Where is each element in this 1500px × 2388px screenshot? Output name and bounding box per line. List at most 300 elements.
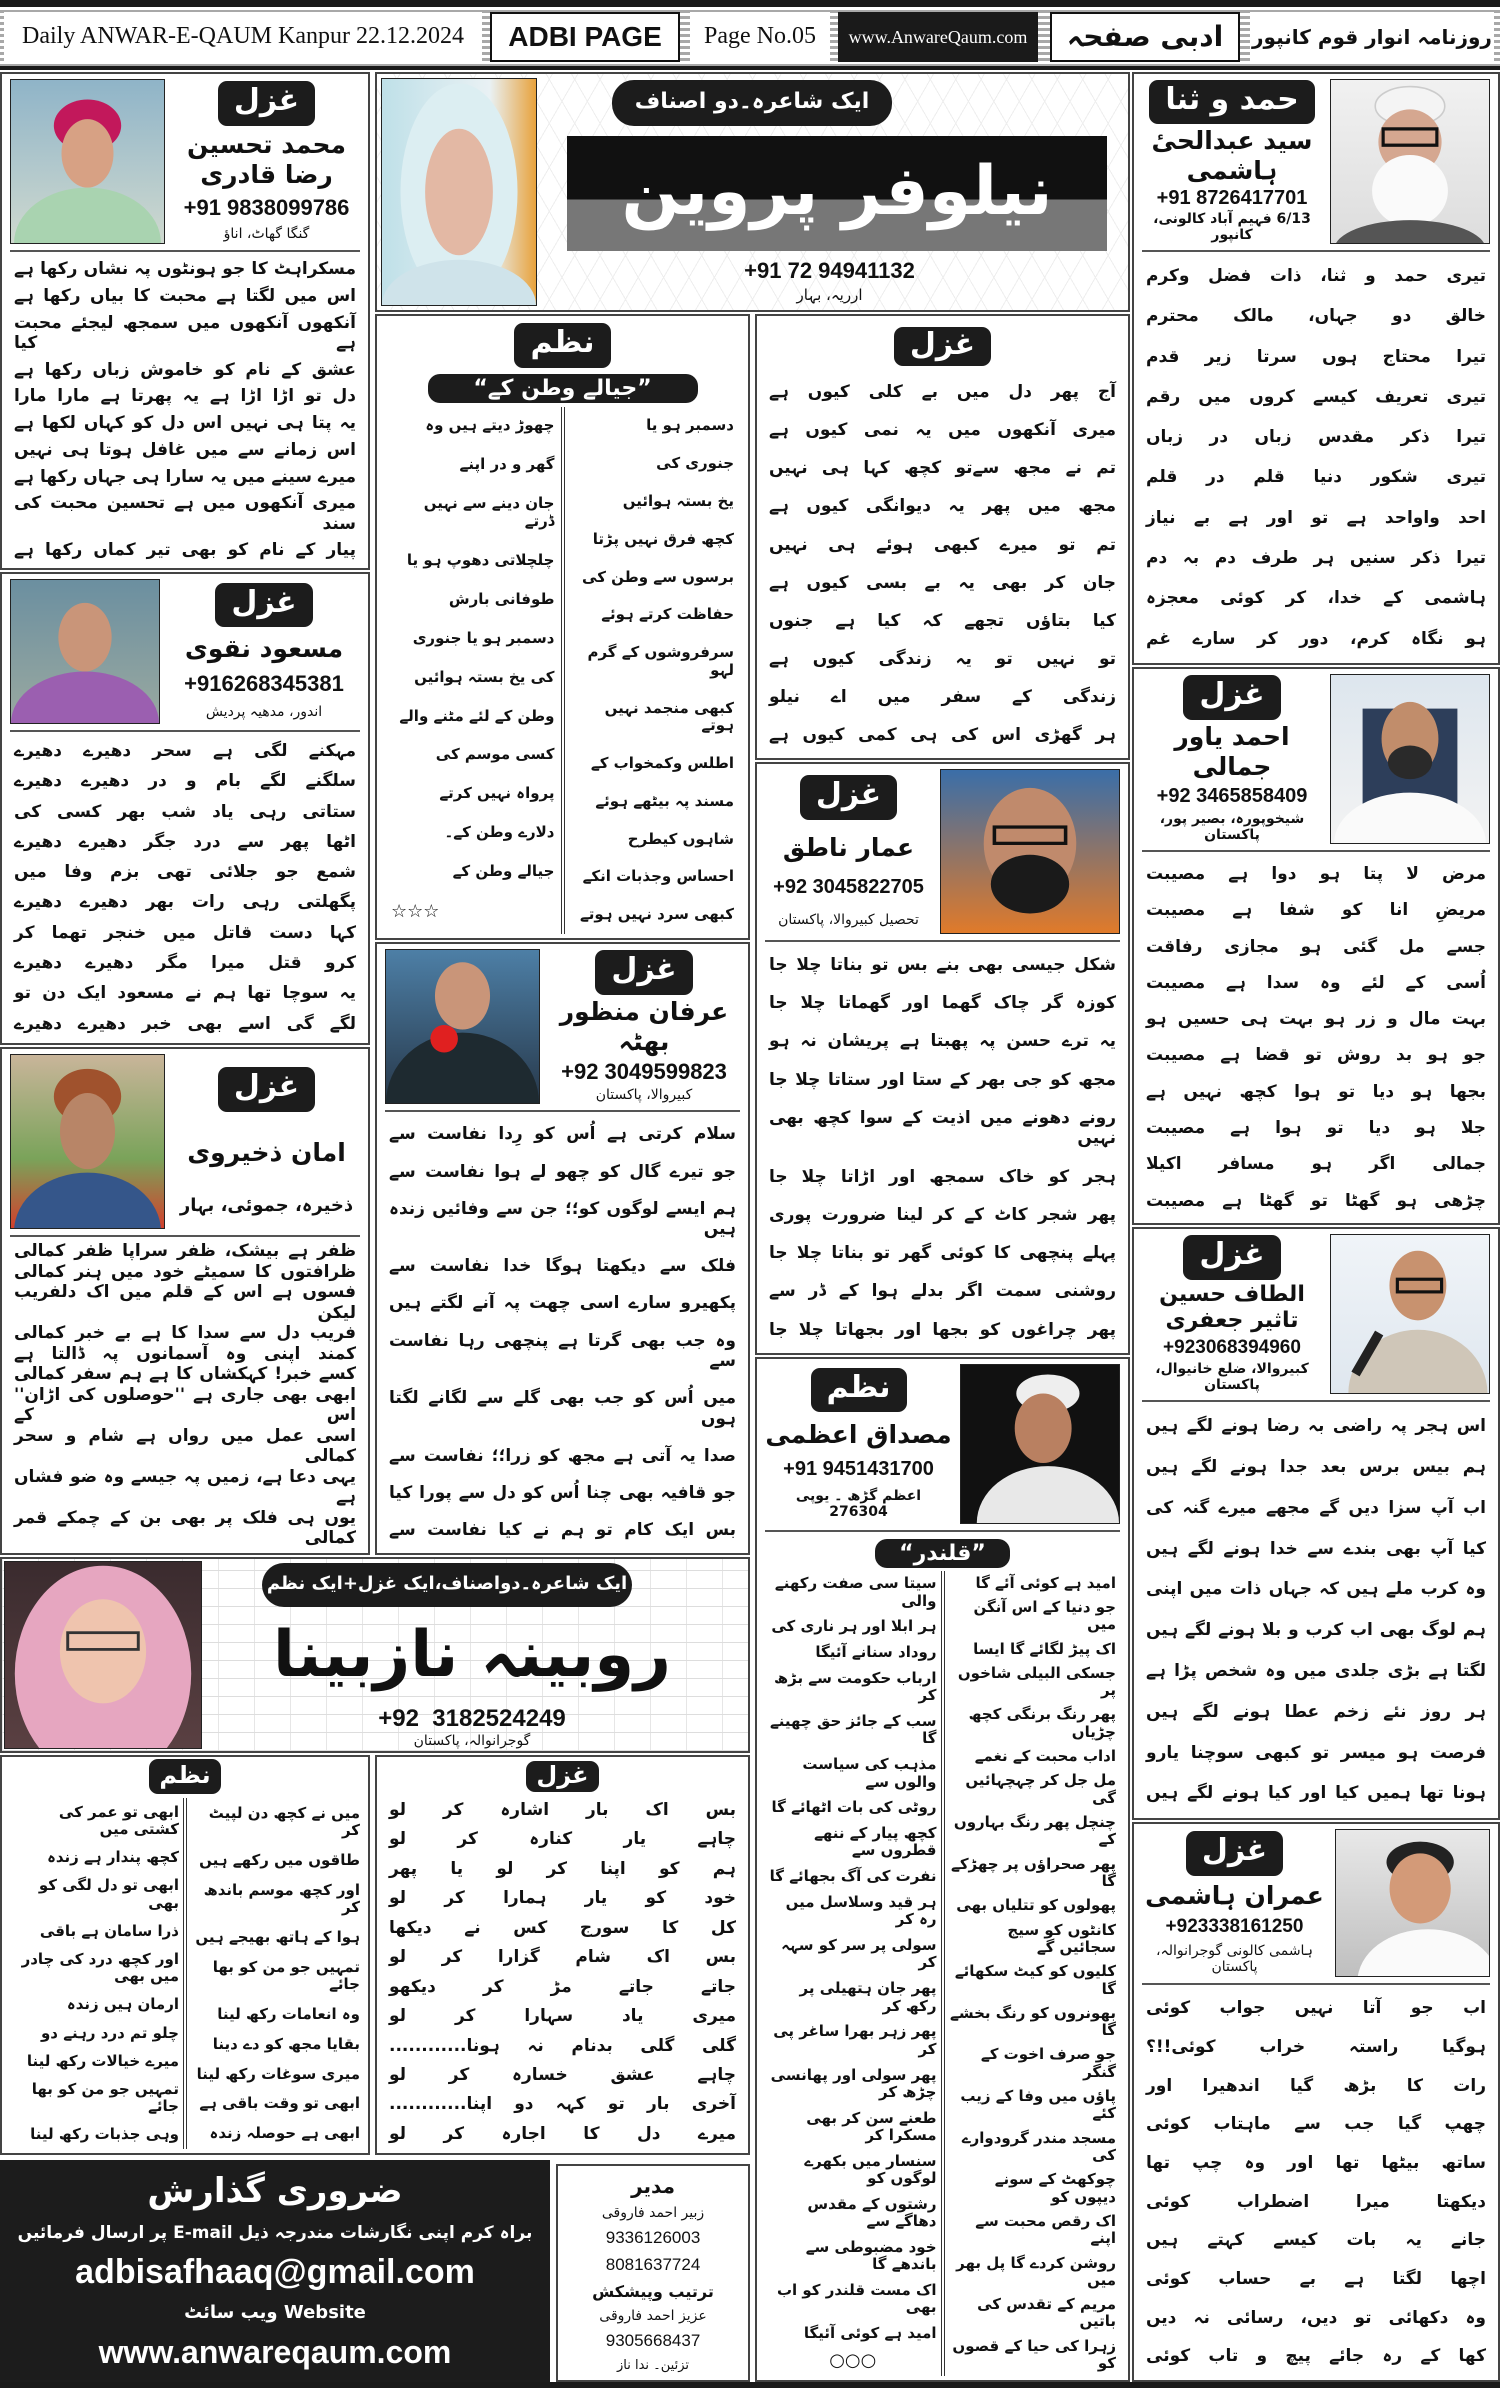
poem-line: احد واواحد ہے تو اور ہے بے نیاز (1146, 507, 1486, 528)
poem-line: ظرافتوں کا سمیٹے خود میں ہنر کمالی (14, 1261, 356, 1282)
poem-line: جو قافیہ بھی چنا اُس کو دل سے پورا کیا (389, 1482, 736, 1503)
poem-line: گھر و در اپنے (459, 455, 555, 474)
poem-line: خالق دو جہاں، مالک محترم (1146, 306, 1486, 327)
poem-line: سنسار میں بکھرے لوگوں کو (804, 2151, 937, 2187)
nazm-title: ”قلندر“ (875, 1539, 1010, 1568)
poet-place: گنگا گھاٹ، اناؤ (223, 225, 310, 242)
ghazal-badge: غزل (1183, 1235, 1280, 1280)
poem-line: کچھ پیار کے ننھے قطروں سے (814, 1824, 937, 1860)
poem-line: رونے دھونے میں اذیت کے سوا کچھ بھی نہیں (769, 1107, 1116, 1149)
poem-line: ذرا سامان ہے باقی (39, 1921, 179, 1940)
poem-line: فریب دل سے سدا کا ہے بے خبر کمالی (14, 1323, 356, 1344)
poem-line: مہکنے لگی ہے سحر دھیرے دھیرے (14, 740, 356, 761)
ghazal-ahmad (1132, 667, 1500, 1225)
poet-place: ہاشمی کالونی گوجرانوالہ، پاکستان (1155, 1942, 1314, 1975)
credits-box (556, 2164, 750, 2382)
poet-name: احمد یاور جمالی (1174, 722, 1290, 782)
poem-line: روداد سنانے آئیگا (815, 1643, 937, 1662)
nilofar-banner (375, 72, 1130, 312)
poem-line: تیری شکور دنیا قلم در قلم (1146, 467, 1486, 488)
poem-line: اس ہجر پہ راضی بہ رضا ہونے لگے ہیں (1146, 1416, 1486, 1437)
paper-name: روزنامہ انوار قوم کانپور (1252, 24, 1492, 49)
ghazal-aman (0, 1047, 370, 1555)
poem-line: یہ سوچا تھا ہم نے مسعود ایک دن تو (14, 983, 356, 1004)
poem-line: سرفروشوں کے گرم لہو (587, 643, 734, 679)
poem-line: ہجر کو خاک سمجھ اور اڑاتا چلا جا (769, 1166, 1116, 1187)
poem-line: وہی جذبات رکھ لینا (30, 2125, 179, 2144)
nazm-badge: نظم (811, 1368, 907, 1413)
poet-phone: +92 3045822705 (773, 875, 924, 898)
poem-line: بہت مال و زر ہو بہت ہی حسیں ہو (1146, 1009, 1486, 1030)
poem-line: چلو تم درد رہنے دو (40, 2023, 179, 2042)
poem-line: جسے مل گئی ہو مجازی رفاقت (1146, 936, 1486, 957)
nazm-column-right (565, 407, 741, 935)
poem-line: ہو نگاہ کرم، دور کر سارے غم (1146, 628, 1486, 649)
poem-line: جلا ہو دیا تو ہوا ہے مصیبت (1146, 1118, 1486, 1139)
poet-place: تحصیل کبیروالا، پاکستان (778, 911, 919, 928)
poem-line: اب جو آتا نہیں جواب کوئی (1146, 1998, 1486, 2019)
poem-line: پھر سولی اور پھانسی چڑھ کر (770, 2065, 937, 2101)
paper-name-box (1250, 12, 1494, 62)
poem-line: تیرا ذکر مقدس زباں در زباں (1146, 427, 1486, 448)
ghazal-badge: غزل (894, 327, 991, 366)
poem-line: ہر روز نئے زخم عطا ہونے لگے ہیں (1146, 1701, 1486, 1722)
poem-line: سولی پر سر کو سہہ کر (781, 1936, 937, 1972)
poet-photo (381, 78, 537, 306)
poem-line: مرض لا پتا ہو دوا ہے مصیبت (1146, 863, 1486, 884)
poem-body (765, 946, 1120, 1349)
poem-line: یہی دعا ہے، زمیں پہ جیسے وہ ضو فشاں ہے (14, 1467, 356, 1508)
appeal-text: براہ کرم اپنی نگارشات مندرجہ ذیل E-mail پر ارسال فرمائیں (17, 2222, 533, 2243)
poem-line: سیتا سی صفت رکھنے والی (774, 1574, 937, 1610)
poem-line: یخ بستہ ہوائیں (622, 491, 734, 510)
poet-phone: +92 3465858409 (1156, 785, 1308, 808)
poem-line: جاتے جاتے مڑ کر دیکھو (389, 1976, 736, 1997)
poem-line: کبھی سرد نہیں ہوتے (579, 905, 734, 924)
poem-line: روشن کردے گا پل بھر میں (956, 2253, 1116, 2289)
poem-line: یوں ہی فلک پر بھی بن کے چمکے قمر کمالی (14, 1508, 356, 1549)
poem-line: کہا دست قاتل میں خنجر تھما کر (14, 922, 356, 943)
poem-line: چلچلاتی دھوپ ہو یا (406, 550, 555, 569)
poem-line: پھر زہر بھرا ساغر پی کر (773, 2022, 937, 2058)
presenter-phone: 9305668437 (605, 2330, 701, 2350)
poem-line: پھر چراغوں کو بجھا اور بجھاتا چلا جا (769, 1319, 1116, 1340)
poem-line: مسجد مندر گرودوارے کی (961, 2128, 1116, 2164)
poem-line: تیرا ذکر سنیں ہر طرف دم بہ دم (1146, 548, 1486, 569)
poem-line: فلک سے دیکھتا ہوگا خدا نفاست سے (389, 1256, 736, 1277)
poem-line: کھا کے رہ جائے پیچ و تاب کوئی (1146, 2346, 1486, 2367)
poem-line: ارباب حکومت سے بڑھ کر (774, 1669, 937, 1705)
end-mark: ○○○ (829, 2349, 877, 2371)
poem-line: ہم کو اپنا کر لو یا پھر (389, 1858, 736, 1879)
section-en: ADBI PAGE (508, 21, 662, 53)
poem-line: تمہیں جو من کو بھا جائے (212, 1957, 360, 1993)
nazm-column-left (385, 407, 561, 935)
poem-line: جان دینے سے نہیں ڈرتے (423, 494, 555, 530)
poem-line: پگھلتی رہی رات بھر دھیرے دھیرے (14, 892, 356, 913)
ghazal-badge: غزل (800, 775, 897, 820)
website-link[interactable]: www.AnwareQaum.com (848, 26, 1028, 47)
hamd-hashmi (1132, 72, 1500, 665)
poet-photo (1330, 674, 1490, 844)
poem-line: کرو قتل میرا مگر دھیرے دھیرے (14, 953, 356, 974)
poem-line: جمالی اگر ہو مسافر اکیلا (1146, 1154, 1486, 1175)
poem-line: کمند اپنی وہ آسمانوں پہ ڈالتا ہے (14, 1343, 356, 1364)
poem-line: جیالے وطن کے (452, 862, 555, 881)
poem-body (385, 1795, 740, 2149)
poem-line: وہ انعامات رکھ لینا (217, 2004, 360, 2023)
ghazal-altaf (1132, 1227, 1500, 1820)
poem-line: میری یاد سہارا کر لو (389, 2006, 736, 2027)
poem-body (1142, 856, 1490, 1219)
ghazal-badge: غزل (526, 1761, 598, 1792)
poem-line: میرے دل کا اجارہ کر لو (389, 2123, 736, 2144)
editor-name: زبیر احمد فاروقی (601, 2204, 705, 2221)
poem-line: تو نہیں تو یہ زندگی کیوں ہے (769, 648, 1116, 669)
poem-line: تیرا محتاج ہوں سرتا زیر قدم (1146, 346, 1486, 367)
nazm-column-right (945, 1571, 1121, 2376)
poem-line: پھولوں کو تتلیاں بھی (956, 1896, 1116, 1915)
poet-phone: +923068394960 (1163, 1336, 1301, 1358)
poem-line: ہم ایسے لوگوں کو؛؛ جن سے وفائیں زندہ ہیں (389, 1198, 736, 1240)
poem-line: چاہے عشق خسارہ کر لو (389, 2065, 736, 2085)
poem-line: امید ہے کوئی آئیگا (803, 2324, 937, 2343)
design-credit: تزئین۔ ندا ناز (616, 2357, 690, 2373)
poem-line: جو صرف اخوت کے گنگر (980, 2045, 1116, 2081)
nazm-column-left (765, 1571, 941, 2376)
poem-body (10, 256, 360, 564)
poem-body (385, 1116, 740, 1549)
poet-photo (4, 1561, 202, 1749)
poem-line: اور کچھ موسم باندھ کر (203, 1880, 360, 1916)
poem-line: مجھ میں پھر یہ دیوانگی کیوں ہے (769, 496, 1116, 517)
poem-line: صدا یہ آتی ہے مجھ کو زرا؛؛ نفاست سے (389, 1445, 736, 1466)
poet-place: ذخیرہ، جموئی، بہار (179, 1194, 354, 1216)
poem-line: بس اک شام گزارا کر لو (389, 1947, 736, 1968)
poem-line: پھر صحراؤں پر چھڑکے گا (951, 1854, 1116, 1890)
poem-line: شکل جیسی بھی بنے بس تو بناتا چلا جا (769, 954, 1116, 975)
poem-line: امید ہے کوئی آئے گا (975, 1573, 1116, 1592)
poem-line: مریم کے تقدس کی باتیں (977, 2295, 1116, 2331)
editor-label: مدیر (631, 2173, 675, 2198)
poem-line: آنکھوں آنکھوں میں سمجھ لیجئے محبت ہے کیا (14, 312, 356, 353)
poem-line: طاقوں میں رکھے ہیں (199, 1850, 360, 1869)
poem-line: رات کا بڑھ گیا اندھیرا اور (1146, 2075, 1486, 2096)
poet-name: محمد تحسین رضا قادری (187, 130, 346, 190)
poet-name: سید عبدالحیٔ ہاشمی (1151, 125, 1313, 185)
poet-name: الطاف حسین تاثیر جعفری (1159, 1281, 1305, 1334)
poem-line: ہوگیا راستہ خراب کوئی!!؟ (1146, 2036, 1486, 2057)
poem-line: دسمبر ہو یا جنوری (412, 628, 555, 647)
ghazal-badge: غزل (218, 81, 315, 126)
appeal-email[interactable]: adbisafhaaq@gmail.com (75, 2252, 475, 2291)
poem-line: ہونا تھا ہمیں کیا اور کیا ہونے لگے ہیں (1146, 1783, 1486, 1804)
poem-line: اک مست قلندر کو اب بھی (776, 2280, 937, 2317)
poet-name-banner: روبینہ نازبینا (273, 1618, 671, 1692)
poet-phone: +92 3182524249 (378, 1705, 566, 1732)
poem-line: فسوں ہے اس کے قلم میں اک دلفریب لیکن (14, 1282, 356, 1323)
edition-line: Daily ANWAR-E-QAUM Kanpur 22.12.2024 (22, 23, 464, 50)
poem-line: اب آپ سزا دیں گے مجھے میرے گنہ کی (1146, 1497, 1486, 1518)
poet-photo (960, 1364, 1120, 1524)
website-label: Website ویب سائٹ (184, 2302, 366, 2324)
poem-body (10, 736, 360, 1039)
nazm-title: ”جیالے وطن کے“ (428, 374, 698, 403)
poem-line: اس زمانے سے میں غافل ہوتا ہی نہیں (14, 439, 356, 460)
poem-line: دلارے وطن کے۔ (444, 823, 555, 842)
poem-line: پھر رنگ برنگی کچھ چڑیاں (968, 1705, 1116, 1741)
ghazal-badge: غزل (218, 1067, 315, 1112)
poem-line: میرے سینے میں یہ سارا ہی جہاں رکھا ہے (14, 466, 356, 487)
poem-line: جو ہو بد روش تو قضا ہے مصیبت (1146, 1045, 1486, 1066)
poem-line: رشتوں کے مقدس دھاگے سے (807, 2194, 937, 2231)
poem-line: جان کر بھی یہ بے بسی کیوں ہے (769, 572, 1116, 593)
poem-line: یہ ترے حسن پہ پھبتا ہے پریشان نہ ہو (769, 1031, 1116, 1052)
poem-line: ظفر ہے بیشک، ظفر سراپا ظفر کمالی (14, 1241, 356, 1262)
poet-place: ارریہ، بہار (796, 286, 863, 304)
poem-line: وطن کے لئے مٹنے والے (399, 706, 555, 725)
poem-line: تیری تعریف کیسے کروں میں رقم (1146, 386, 1486, 407)
poem-line: مجھ کو جی بھر کے ستا اور ستاتا چلا جا (769, 1069, 1116, 1090)
poem-line: اسی عمل میں رواں ہے شام و سحر کمالی (14, 1426, 356, 1467)
page-number: Page No.05 (704, 23, 816, 50)
poet-name-banner: نیلوفر پروین (567, 136, 1107, 251)
poem-line: فرصت ہو میسر تو کبھی سوچنا یارو (1146, 1742, 1486, 1763)
poem-line: تمہیں جو من کو بھا جائے (31, 2079, 179, 2116)
poet-photo (10, 579, 160, 724)
poem-body (1142, 256, 1490, 659)
poet-photo (1330, 79, 1490, 244)
ghazal-nilofar (755, 314, 1130, 760)
ghazal-irfan (375, 942, 750, 1555)
poem-line: بجھا ہو دیا تو ہوا کچھ نہیں ہے (1146, 1081, 1486, 1102)
poem-line: عشق کے نام کو خاموش زباں رکھا ہے (14, 359, 356, 380)
ghazal-robina (375, 1755, 750, 2155)
poem-line: ہاشمی کے خدا، کر کوئی معجزہ (1146, 588, 1486, 609)
poem-line: وہ کرب ملے ہیں کہ جہاں ذات میں اپنی (1146, 1579, 1486, 1600)
poem-line: میرے خیالات رکھ لینا (26, 2051, 179, 2070)
poem-line: اس میں لگتا ہے محبت کا بیاں رکھا ہے (14, 285, 356, 306)
poem-line: مسند پہ بیٹھے ہوئے (595, 791, 734, 810)
poem-line: نفرت کی آگ بجھائے گا (769, 1867, 937, 1886)
ghazal-badge: غزل (215, 583, 312, 628)
ghazal-imran (1132, 1822, 1500, 2382)
poem-line: ابھی ہے حوصلہ زندہ (209, 2124, 360, 2143)
nazm-column-right (187, 1798, 364, 2149)
poem-line: طوفانی بارش (448, 589, 555, 608)
poet-phone: +923338161250 (1165, 1915, 1304, 1937)
poem-line: ہر ابلا اور ہر ناری کی (771, 1617, 937, 1636)
appeal-box (0, 2160, 550, 2382)
poem-line: بقایا مجھ کو دے دینا (212, 2034, 360, 2053)
edition-box (4, 12, 482, 62)
poet-place: شیخوپورہ، بصیر پور، پاکستان (1159, 810, 1305, 843)
poem-line: جسکی البیلی شاخوں پر (957, 1663, 1116, 1700)
poem-line: احساس وجذبات انکے (582, 867, 734, 886)
poem-line: کسے خبر! کہکشاں کا ہے ہم سفر کمالی (14, 1364, 356, 1385)
poem-line: وہ دکھائی تو دیں، رسائی نہ دیں (1146, 2307, 1486, 2328)
poem-body (10, 1241, 360, 1549)
poet-name: عمار ناطق (782, 832, 915, 862)
poem-line: خود کو یار ہمارا کر لو (389, 1888, 736, 1909)
poem-line: زندگی کے سفر میں اے نیلو (769, 686, 1116, 707)
poem-line: دسمبر ہو یا (646, 415, 734, 434)
poet-name: امان ذخیروی (187, 1138, 346, 1168)
page-number-box (690, 12, 830, 62)
poem-line: ارمان ہیں زندہ (66, 1995, 179, 2014)
poet-phone: +916268345381 (184, 671, 344, 697)
poem-line: چنچل پھر رنگ بہاروں کے (953, 1813, 1116, 1849)
poem-line: کیا آپ بھی بندے سے خدا ہونے لگے ہیں (1146, 1538, 1486, 1559)
poem-line: لگتا ہے بڑی جلدی میں وہ شخص پڑا ہے (1146, 1660, 1486, 1681)
poem-line: ہم لوگ بھی اب کرب و بلا ہونے لگے ہیں (1146, 1620, 1486, 1641)
column-divider (561, 407, 565, 935)
poet-photo (10, 1054, 165, 1229)
poem-line: پاؤں میں وفا کے زیب کئے (960, 2087, 1116, 2123)
nazm-musaddiq (755, 1357, 1130, 2382)
poem-line: جنوری کی (656, 453, 734, 472)
poem-line: چاہے یار کنارہ کر لو (389, 1829, 736, 1850)
poet-photo (385, 949, 540, 1104)
poem-line: کانٹوں کو سیج سجائیں گے (1007, 1920, 1116, 1956)
poem-line: چھپ گیا جب سے ماہتاب کوئی (1146, 2114, 1486, 2135)
poem-line: سلگنے لگے بام و در دھیرے دھیرے (14, 771, 356, 792)
poem-line: بس ایک کام تو ہم نے کیا نفاست سے (389, 1520, 736, 1541)
poet-phone: +91 72 94941132 (744, 258, 915, 283)
poem-line: جو تیرے گال کو چھو لے ہوا نفاست سے (389, 1161, 736, 1182)
poem-line: مذہب کی سیاست والوں سے (802, 1755, 937, 1791)
bottom-rule (0, 2382, 1500, 2388)
poem-line: اک رقص محبت سے اپنے (975, 2211, 1116, 2248)
nazm-robina (0, 1755, 370, 2155)
poem-line: اچھا لگتا ہے بے حساب کوئی (1146, 2268, 1486, 2289)
poem-line: اک پیڑ لگائے گا ایسا (973, 1639, 1116, 1658)
poem-line: ساتھ بیٹھا تھا اور وہ چپ تھا (1146, 2152, 1486, 2173)
poem-line: تم نے مجھ سےتو کچھ کہا ہی نہیں (769, 458, 1116, 479)
poem-line: ابھی تو دل لگی کو بھی (38, 1876, 179, 1912)
nazm-column-left (6, 1798, 183, 2149)
poem-line: اُسی کے لئے وہ سدا ہے مصیبت (1146, 972, 1486, 993)
website-box[interactable] (838, 12, 1038, 62)
poem-line: دیکھتا میرا اضطراب کوئی (1146, 2191, 1486, 2212)
nazm-nilofar (375, 314, 750, 940)
poem-line: ہم بیس برس بعد جدا ہونے لگے ہیں (1146, 1457, 1486, 1477)
appeal-title: ضروری گذارش (147, 2171, 403, 2212)
tagline-pill: ایک شاعرہ۔دواصناف،ایک غزل+ایک نظم (262, 1563, 632, 1607)
poem-line: پھر جان ہتھیلی پر رکھ کر (799, 1979, 937, 2015)
poem-line: آخری بار تو کہہ دو اپنا............ (389, 2094, 736, 2115)
poem-line: حفاظت کرتے ہوئے (601, 605, 734, 624)
poet-phone: +91 9838099786 (183, 195, 350, 221)
poem-line: ابھی تو وقت باقی ہے (199, 2094, 360, 2113)
poem-line: پرواہ نہیں کرتے (439, 784, 555, 803)
poem-line: روشنی سمت اگر بدلے ہوا کے ڈر سے (769, 1281, 1116, 1302)
ghazal-badge: غزل (1183, 675, 1280, 720)
poem-line: وہ جب بھی گرتا ہے پنچھی رہا نفاست سے (389, 1330, 736, 1372)
poem-line: گلی گلی بدنام نہ ہونا............ (389, 2035, 736, 2056)
poem-line: اداب محبت کے نغمے (974, 1747, 1116, 1766)
masthead (0, 0, 1500, 70)
poem-line: کچھ فرق نہیں پڑتا (592, 529, 734, 548)
poem-line: اٹھا پھر سے درد جگر دھیرے دھیرے (14, 831, 356, 852)
poem-line: میں نے کچھ دن لپیٹ کر (208, 1803, 360, 1839)
poet-place: کبیروالا، پاکستان (595, 1086, 693, 1103)
poem-line: میری سوغات رکھ لینا (196, 2064, 360, 2083)
ghazal-masood (0, 572, 370, 1045)
poem-line: کلیوں کو کیٹ سکھائے گا (954, 1962, 1116, 1998)
nazm-badge: نظم (514, 323, 610, 368)
poem-line: شمع جو جلائی تھی بزم وفا میں (14, 862, 356, 883)
poem-line: طعنے سن کر بھی مسکرا کر (806, 2108, 937, 2144)
appeal-website[interactable]: www.anwareqaum.com (98, 2333, 452, 2370)
poem-line: بھونروں کو رنگ بخشے گا (950, 2003, 1116, 2040)
poet-place: 6/13 فہیم آباد کالونی، کانپور (1153, 211, 1311, 244)
poem-line: کچھ پندار ہے زندہ (47, 1848, 179, 1867)
poem-line: میری آنکھوں میں ہے تحسین محبت کی سند (14, 493, 356, 534)
ghazal-tahseen (0, 72, 370, 570)
poem-line: جانے یہ بات کیسے کہتے ہیں (1146, 2230, 1486, 2251)
poem-line: پھر شجر کاٹ کے کر لینا ضرورت پوری (769, 1204, 1116, 1225)
poem-line: سب کے جائز حق چھینے گا (769, 1712, 937, 1748)
poem-line: آج پھر دل میں بے کلی کیوں ہے (769, 382, 1116, 403)
poet-phone: +92 3049599823 (561, 1058, 727, 1084)
poem-line: چڑھی ہو گھٹا تو گھٹا ہے مصیبت (1146, 1190, 1486, 1211)
robina-banner (0, 1557, 750, 1753)
poem-line: ہر قید وسلاسل میں رہ کر (785, 1893, 937, 1929)
poem-line: مل جل کر چہچہائیں گی (965, 1771, 1116, 1807)
end-mark: ☆☆☆ (391, 901, 440, 923)
poem-line: تم تو میرے کبھی ہوئے ہی نہیں (769, 534, 1116, 555)
poet-photo (1335, 1829, 1490, 1977)
ghazal-ammar (755, 762, 1130, 1355)
poem-line: کبھی منجمد نہیں ہوتے (604, 698, 734, 734)
poet-phone: +91 8726417701 (1156, 186, 1308, 209)
poem-line: بس اک بار اشارہ کر لو (389, 1799, 736, 1820)
poem-line: جو دنیا کے اس آنگن میں (973, 1597, 1116, 1634)
poem-line: ابھی تو عمر کی کشتی میں (58, 1802, 179, 1839)
poem-line: لگے گی اسے بھی خبر دھیرے دھیرے (14, 1013, 356, 1034)
poem-line: کیا بتاؤں تجھے کہ کیا ہے جنوں (769, 610, 1116, 631)
editor-phone: 9336126003 (605, 2227, 701, 2247)
poem-line: چوکھٹ کے سونے دیپوں کو (994, 2170, 1116, 2206)
poet-place: اعظم گڑھ ۔ یوپی 276304 (795, 1488, 922, 1521)
nazm-badge: نظم (149, 1759, 220, 1794)
poem-line: مسکراہٹ کا جو ہونٹوں پہ نشاں رکھا ہے (14, 259, 356, 280)
ghazal-badge: غزل (1186, 1831, 1283, 1876)
poet-phone: +91 9451431700 (783, 1457, 934, 1480)
poem-line: پکھیرو سارے اسی چھت پہ آنے لگتے ہیں (389, 1293, 736, 1314)
poem-line: کوزہ گر چاک گھما اور گھماتا چلا جا (769, 993, 1116, 1014)
poet-name: مسعود نقوی (184, 634, 344, 664)
poem-line: تیری حمد و ثنا، ذات فضل وکرم (1146, 265, 1486, 286)
ghazal-badge: غزل (595, 950, 692, 995)
presenter-label: ترتیب وپیشکش (592, 2281, 714, 2301)
poem-line: ہوا کے ہاتھ بھیجے ہیں (195, 1927, 360, 1946)
poem-line: برسوں سے وطن کی (582, 567, 734, 586)
poet-name: عرفان منظور بھٹہ (559, 996, 729, 1056)
poem-line: چھوڑ دیتے ہیں وہ (425, 416, 555, 435)
poet-photo (940, 769, 1120, 934)
presenter-name: عزیز احمد فاروقی (599, 2307, 707, 2324)
poem-line: اطلس وکمخواب کے (590, 753, 734, 772)
poem-line: میں اُس کو جب بھی گلے سے لگانے لگتا ہوں (389, 1388, 736, 1429)
poem-line: مریضِ انا کو شفا ہے مصیبت (1146, 900, 1486, 921)
section-en-box (490, 12, 680, 62)
poem-line: کل کا سورج کس نے دیکھا (389, 1917, 736, 1938)
poem-line: خود مضبوطی سے باندھے گا (805, 2237, 937, 2274)
editor-phone: 8081637724 (605, 2254, 701, 2274)
poem-body (1142, 1989, 1490, 2376)
